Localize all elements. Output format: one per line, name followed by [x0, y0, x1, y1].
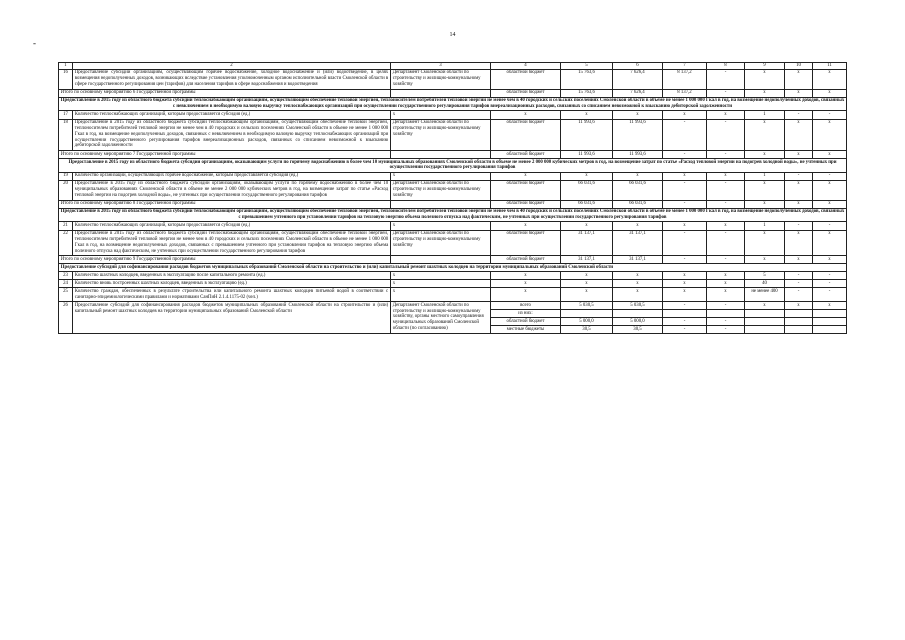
value-cell: - — [663, 119, 707, 150]
funding-source: областной бюджет — [491, 119, 561, 150]
funding-source: всего — [491, 302, 561, 310]
value-cell: х — [785, 200, 813, 208]
value-cell: х — [745, 230, 785, 256]
total-row — [59, 150, 847, 158]
value-cell: - — [785, 111, 813, 119]
executor: Департамент Смоленской области по строительству и жилищно-коммунальному хозяйству — [391, 180, 491, 200]
value-cell: х — [561, 172, 613, 180]
table-row — [59, 119, 847, 150]
row-number: 25 — [59, 288, 73, 302]
value-cell: 11 993,6 — [613, 150, 663, 158]
row-number: 21 — [59, 222, 73, 230]
total-label: Итого по основному мероприятию 6 Государственной программы — [59, 89, 391, 97]
value-cell: 15 763,6 — [561, 69, 613, 89]
value-cell: х — [785, 150, 813, 158]
total-row — [59, 200, 847, 208]
row-number: 26 — [59, 302, 73, 334]
value-cell: 30,5 — [613, 326, 663, 334]
measure-name: Предоставление в 2015 году из областного бюджета субсидии теплоснабжающим организациям, осуществляющим обеспечение тепловой энергией, теплоносителем потребителей тепловой энергии не менее чем в 40 городских и сельских поселениях Смоленской области в объеме не менее 1 000 000 Гкал в год, на возмещение недополученных доходов, связанных с невключением в необходимую валовую выручку теплоснабжающих организаций при осуществлении государственного регулирования тарифов внереализационных расходов, связанных со списанием невозможной к взысканию дебиторской задолженности — [73, 119, 391, 150]
row-number: 23 — [59, 272, 73, 280]
section-heading-row — [59, 97, 847, 111]
value-cell: - — [663, 318, 707, 326]
value-cell: х — [745, 119, 785, 150]
value-cell: х — [613, 172, 663, 180]
section-heading: Предоставление в 2015 году из областного бюджета субсидии организациям, оказывающим услуги по горячему водоснабжению в более чем 10 муниципальных образованиях Смоленской области в объеме не менее 2 000 000 кубических метров в год, на возмещение затрат по статье «Расход тепловой энергии на подогрев холодной воды», не учтенных при осуществлении государственного регулирования тарифов — [59, 158, 847, 172]
executor: х — [391, 222, 491, 230]
value-cell — [813, 310, 847, 318]
value-cell: - — [707, 69, 745, 89]
value-cell: - — [707, 89, 745, 97]
column-number: 11 — [813, 63, 847, 70]
column-number: 5 — [561, 63, 613, 70]
value-cell: х — [813, 302, 847, 310]
value-cell: х — [785, 69, 813, 89]
value-cell: х — [785, 302, 813, 310]
row-number: 24 — [59, 280, 73, 288]
value-cell: 5 — [745, 272, 785, 280]
executor — [391, 89, 491, 97]
section-heading-row — [59, 158, 847, 172]
section-heading-row — [59, 264, 847, 272]
value-cell: 66 031,6 — [613, 180, 663, 200]
value-cell: х — [745, 256, 785, 264]
value-cell: - — [813, 288, 847, 302]
row-number: 17 — [59, 111, 73, 119]
value-cell — [745, 318, 785, 326]
value-cell: х — [745, 180, 785, 200]
value-cell: 11 993,6 — [561, 150, 613, 158]
value-cell: х — [813, 150, 847, 158]
funding-source: областной бюджет — [491, 318, 561, 326]
value-cell: х — [613, 280, 663, 288]
table-row — [59, 222, 847, 230]
value-cell: - — [707, 302, 745, 310]
value-cell: х — [613, 272, 663, 280]
value-cell: - — [785, 272, 813, 280]
value-cell: 66 031,6 — [561, 200, 613, 208]
value-cell: - — [785, 172, 813, 180]
table-row — [59, 69, 847, 89]
funding-source: областной бюджет — [491, 89, 561, 97]
value-cell: х — [785, 256, 813, 264]
table-row — [59, 272, 847, 280]
value-cell: х — [745, 302, 785, 310]
value-cell: х — [813, 69, 847, 89]
value-cell: - — [813, 222, 847, 230]
value-cell: х — [813, 256, 847, 264]
value-cell: - — [785, 280, 813, 288]
value-cell: 31 137,1 — [613, 256, 663, 264]
value-cell: - — [707, 230, 745, 256]
value-cell: 66 031,6 — [561, 180, 613, 200]
section-heading: Предоставление субсидий для софинансирования расходов бюджетов муниципальных образований Смоленской области на строительство и (или) капитальный ремонт шахтных колодцев на территории муниципальных образований Смоленской области — [59, 264, 847, 272]
measure-name: Количество вновь построенных шахтных колодцев, введенных в эксплуатацию (ед.) — [73, 280, 391, 288]
value-cell: - — [663, 302, 707, 310]
value-cell: х — [663, 288, 707, 302]
value-cell: - — [813, 272, 847, 280]
row-number: 16 — [59, 69, 73, 89]
value-cell: - — [663, 200, 707, 208]
table-row — [59, 180, 847, 200]
column-number: 9 — [745, 63, 785, 70]
value-cell — [813, 318, 847, 326]
funding-source: областной бюджет — [491, 200, 561, 208]
total-label: Итого по основному мероприятию 7 Государственной программы — [59, 150, 391, 158]
column-number: 1 — [59, 63, 73, 70]
value-cell — [745, 326, 785, 334]
value-cell: х — [813, 119, 847, 150]
value-cell: х — [785, 89, 813, 97]
value-cell: х — [813, 200, 847, 208]
executor — [391, 150, 491, 158]
value-cell: х — [707, 222, 745, 230]
value-cell: х — [707, 272, 745, 280]
funding-source: областной бюджет — [491, 150, 561, 158]
value-cell: - — [785, 222, 813, 230]
section-heading: Предоставление в 2015 году из областного бюджета субсидии теплоснабжающим организациям, осуществляющим обеспечение тепловой энергией, теплоносителем потребителей тепловой энергии не менее чем в 40 городских и сельских поселениях Смоленской области в объеме не менее 1 000 000 Гкал в год, на возмещение недополученных доходов, связанных с невключением в необходимую валовую выручку теплоснабжающих организаций при осуществлении государственного регулирования тарифов внереализационных расходов, связанных со списанием невозможной к взысканию дебиторской задолженности — [59, 97, 847, 111]
value-cell: - — [663, 326, 707, 334]
total-row — [59, 89, 847, 97]
column-number: 8 — [707, 63, 745, 70]
value-cell: - — [663, 180, 707, 200]
funding-source: х — [491, 272, 561, 280]
value-cell: 11 993,6 — [561, 119, 613, 150]
value-cell: х — [813, 180, 847, 200]
value-cell: х — [561, 222, 613, 230]
value-cell: не менее 400 — [745, 288, 785, 302]
value-cell — [613, 310, 663, 318]
funding-source: областной бюджет — [491, 69, 561, 89]
value-cell: 15 763,6 — [561, 89, 613, 97]
funding-source: местные бюджеты — [491, 326, 561, 334]
value-cell: х — [745, 200, 785, 208]
value-cell: х — [785, 230, 813, 256]
value-cell: х — [663, 280, 707, 288]
table-row — [59, 302, 847, 310]
executor — [391, 256, 491, 264]
funding-source: х — [491, 111, 561, 119]
funding-source: х — [491, 172, 561, 180]
value-cell: - — [785, 288, 813, 302]
value-cell: 1 — [745, 172, 785, 180]
value-cell: х — [707, 280, 745, 288]
value-cell: 30,5 — [561, 326, 613, 334]
section-heading-row — [59, 208, 847, 222]
executor: х — [391, 272, 491, 280]
table-row — [59, 280, 847, 288]
value-cell: х — [561, 280, 613, 288]
value-cell: х — [663, 111, 707, 119]
value-cell: 5 000,0 — [613, 318, 663, 326]
value-cell: - — [663, 150, 707, 158]
value-cell — [785, 318, 813, 326]
funding-source: областной бюджет — [491, 180, 561, 200]
executor: Департамент Смоленской области по строительству и жилищно-коммунальному хозяйству — [391, 230, 491, 256]
value-cell: 8 137,2 — [663, 69, 707, 89]
value-cell: х — [561, 288, 613, 302]
value-cell: х — [613, 111, 663, 119]
value-cell: 5 030,5 — [613, 302, 663, 310]
row-number: 20 — [59, 180, 73, 200]
value-cell: 5 030,5 — [561, 302, 613, 310]
page-number: 14 — [449, 32, 456, 38]
executor — [391, 200, 491, 208]
value-cell: х — [613, 288, 663, 302]
value-cell: - — [813, 280, 847, 288]
table-row — [59, 172, 847, 180]
value-cell: - — [813, 111, 847, 119]
value-cell: - — [707, 119, 745, 150]
funding-source: х — [491, 222, 561, 230]
value-cell: 40 — [745, 280, 785, 288]
value-cell: х — [613, 222, 663, 230]
executor: х — [391, 280, 491, 288]
value-cell: х — [813, 230, 847, 256]
executor: Департамент Смоленской области по строительству и жилищно-коммунальному хозяйству — [391, 119, 491, 150]
column-number: 2 — [73, 63, 391, 70]
value-cell: х — [785, 119, 813, 150]
value-cell — [707, 310, 745, 318]
value-cell: - — [707, 150, 745, 158]
value-cell: х — [813, 89, 847, 97]
value-cell — [785, 326, 813, 334]
measure-name: Предоставление субсидий для софинансирования расходов бюджетов муниципальных образований Смоленской области на строительство и (или) капитальный ремонт шахтных колодцев на территории муниципальных образований Смоленской области — [73, 302, 391, 334]
value-cell: х — [707, 111, 745, 119]
value-cell — [663, 310, 707, 318]
executor: Департамент Смоленской области по строительству и жилищно-коммунальному хозяйству, органы местного самоуправления муниципальных образований Смоленской области (по согласованию) — [391, 302, 491, 334]
funding-source: из них: — [491, 310, 561, 318]
value-cell: - — [663, 256, 707, 264]
total-label: Итого по основному мероприятию 9 Государственной программы — [59, 256, 391, 264]
column-number-row — [59, 63, 847, 70]
page-marker: - — [33, 38, 36, 48]
value-cell: 7 626,4 — [613, 89, 663, 97]
value-cell: 7 626,4 — [613, 69, 663, 89]
row-number: 18 — [59, 119, 73, 150]
column-number: 6 — [613, 63, 663, 70]
value-cell: х — [745, 150, 785, 158]
table-row — [59, 111, 847, 119]
value-cell: х — [663, 172, 707, 180]
measure-name: Предоставление субсидий организациям, осуществляющим горячее водоснабжение, холодное водоснабжение и (или) водоотведение, в целях возмещения недополученных доходов, возникающих вследствие установления уполномоченным органом исполнительной власти Смоленской области в сфере государственного регулирования цен (тарифов) для населения тарифов в сфере водоснабжения и водоотведения — [73, 69, 391, 89]
value-cell: 1 — [745, 222, 785, 230]
value-cell — [785, 310, 813, 318]
value-cell: - — [707, 318, 745, 326]
row-number: 22 — [59, 230, 73, 256]
value-cell: х — [663, 222, 707, 230]
measure-name: Количество граждан, обеспеченных в результате строительства или капитального ремонта шахтных колодцев питьевой водой в соответствии с санитарно-эпидемиологическими правилами и нормативами СанПиН 2.1.4.1175-02 (чел.) — [73, 288, 391, 302]
value-cell: 5 000,0 — [561, 318, 613, 326]
value-cell: - — [707, 256, 745, 264]
executor: х — [391, 172, 491, 180]
measure-name: Предоставление в 2015 году из областного бюджета субсидии организациям, оказывающим услуги по горячему водоснабжению в более чем 10 муниципальных образованиях Смоленской области в объеме не менее 2 000 000 кубических метров в год, на возмещение затрат по статье «Расход тепловой энергии на подогрев холодной воды», не учтенных при осуществлении государственного регулирования тарифов — [73, 180, 391, 200]
value-cell: 31 137,1 — [561, 256, 613, 264]
value-cell: 1 — [745, 111, 785, 119]
value-cell — [813, 326, 847, 334]
column-number: 4 — [491, 63, 561, 70]
column-number: 7 — [663, 63, 707, 70]
value-cell: х — [745, 89, 785, 97]
total-row — [59, 256, 847, 264]
column-number: 10 — [785, 63, 813, 70]
value-cell: х — [745, 69, 785, 89]
value-cell: х — [561, 272, 613, 280]
measure-name: Количество теплоснабжающих организаций, которым предоставляется субсидия (ед.) — [73, 222, 391, 230]
value-cell: - — [813, 172, 847, 180]
value-cell: х — [785, 180, 813, 200]
value-cell: х — [663, 272, 707, 280]
row-number: 19 — [59, 172, 73, 180]
value-cell: 31 137,1 — [561, 230, 613, 256]
total-label: Итого по основному мероприятию 8 Государственной программы — [59, 200, 391, 208]
value-cell: 8 137,2 — [663, 89, 707, 97]
funding-source: х — [491, 280, 561, 288]
value-cell: 31 137,1 — [613, 230, 663, 256]
value-cell — [561, 310, 613, 318]
measure-name: Предоставление в 2015 году из областного бюджета субсидии теплоснабжающим организациям, осуществляющим обеспечение тепловой энергией, теплоносителем потребителей тепловой энергии не менее чем в 40 городских и сельских поселениях Смоленской области в объеме не менее 1 000 000 Гкал в год, на возмещение недополученных доходов, связанных с превышением учтенного при установлении тарифов на тепловую энергию объема полезного отпуска над фактическим, не учтенных при осуществлении государственного регулирования тарифов — [73, 230, 391, 256]
value-cell: - — [663, 230, 707, 256]
value-cell: х — [707, 172, 745, 180]
value-cell — [745, 310, 785, 318]
executor: х — [391, 111, 491, 119]
executor: х — [391, 288, 491, 302]
column-number: 3 — [391, 63, 491, 70]
value-cell: - — [707, 326, 745, 334]
measure-name: Количество шахтных колодцев, введенных в эксплуатацию после капитального ремонта (ед.) — [73, 272, 391, 280]
program-table — [58, 62, 847, 334]
funding-source: областной бюджет — [491, 230, 561, 256]
executor: Департамент Смоленской области по строительству и жилищно-коммунальному хозяйству — [391, 69, 491, 89]
funding-source: х — [491, 288, 561, 302]
value-cell: - — [707, 180, 745, 200]
value-cell: - — [707, 200, 745, 208]
value-cell: х — [707, 288, 745, 302]
value-cell: х — [561, 111, 613, 119]
value-cell: 11 993,6 — [613, 119, 663, 150]
measure-name: Количество организаций, осуществляющих горячее водоснабжение, которым предоставляется субсидия (ед.) — [73, 172, 391, 180]
measure-name: Количество теплоснабжающих организаций, которым предоставляется субсидия (ед.) — [73, 111, 391, 119]
section-heading: Предоставление в 2015 году из областного бюджета субсидии теплоснабжающим организациям, осуществляющим обеспечение тепловой энергией, теплоносителем потребителей тепловой энергии не менее чем в 40 городских и сельских поселениях Смоленской области в объеме не менее 1 000 000 Гкал в год, на возмещение недополученных доходов, связанных с превышением учтенного при установлении тарифов на тепловую энергию объема полезного отпуска над фактическим, не учтенных при осуществлении государственного регулирования тарифов — [59, 208, 847, 222]
table-row — [59, 230, 847, 256]
table-row — [59, 288, 847, 302]
value-cell: 66 031,6 — [613, 200, 663, 208]
funding-source: областной бюджет — [491, 256, 561, 264]
